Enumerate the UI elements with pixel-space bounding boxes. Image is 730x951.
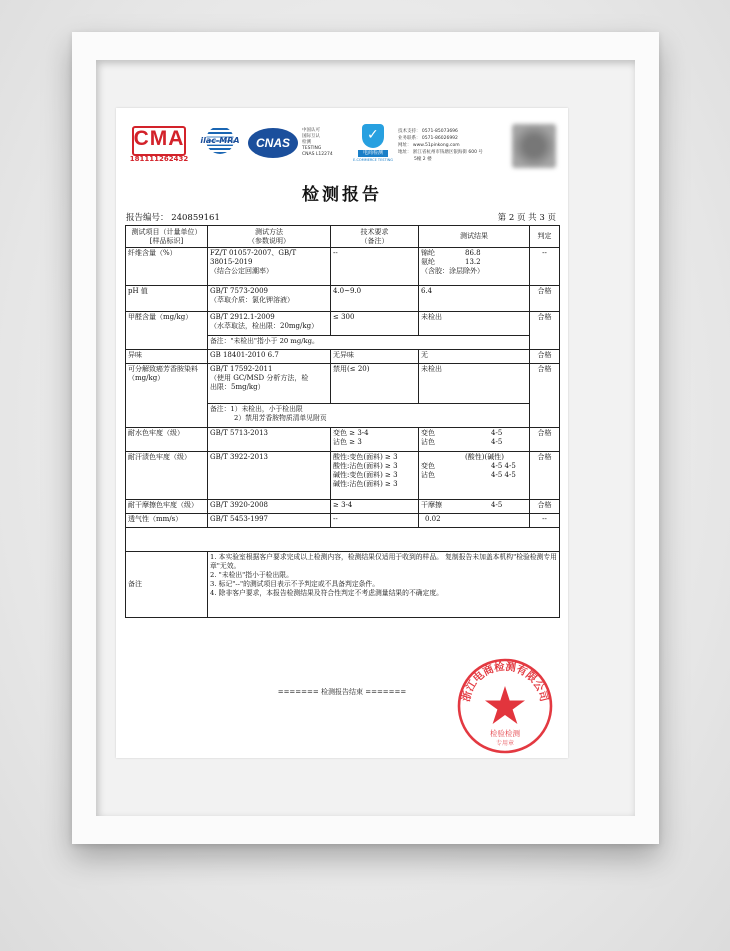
picture-frame [72, 32, 659, 844]
table-row: 纤维含量（%） FZ/T 01057-2007、GB/T 38015-2019 （结合公定回潮率） -- 锦纶 86.8 氨纶 13.2 （含胶：涂层除外） -- [126, 248, 560, 286]
header-logos [126, 124, 558, 164]
table-empty-row [126, 528, 560, 552]
cma-number: 181111262432 [129, 155, 189, 163]
table-row: 耐干摩擦色牢度（级） GB/T 3920-2008 ≥ 3-4 干摩擦 4-5 合格 [126, 500, 560, 514]
ilac-mra-logo: ilac-MRA [198, 126, 242, 160]
table-header-row [126, 226, 560, 248]
table-row: 耐水色牢度（级） GB/T 5713-2013 变色 ≥ 3-4 沾色 ≥ 3 变色 4-5 沾色 4-5 合格 [126, 428, 560, 452]
seal-bottom-text: 检验检测 [490, 729, 520, 738]
qr-code-icon [512, 124, 556, 168]
header-requirement: 技术要求 （备注） [331, 226, 419, 248]
table-row: 甲醛含量（mg/kg） GB/T 2912.1-2009 （水萃取法，检出限：20mg/kg） ≤ 300 未检出 合格 [126, 312, 560, 336]
cnas-info: 中国认可 国际互认 检测 TESTING CNAS L12274 [302, 128, 333, 157]
seal-bottom-text-2: 专用章 [495, 740, 515, 747]
results-table [125, 225, 559, 618]
report-number: 报告编号： 240859161 [126, 213, 220, 223]
table-row: 耐汗渍色牢度（级） GB/T 3922-2013 酸性:变色(面料) ≥ 3 酸性:沾色(面料) ≥ 3 碱性:变色(面料) ≥ 3 碱性:沾色(面料) ≥ 3 (酸性)(碱性) 变色 4-5 4-5 沾色 4-5 4-5 合格 [126, 452, 560, 500]
cnas-logo: CNAS [248, 128, 300, 160]
checkmark-icon: ✓ [367, 127, 379, 143]
star-icon [485, 686, 525, 724]
contact-info: 技术支持： 0571-85073696 业务联系： 0571-86026992 网址： www.51pinkong.com 地址： 浙江省杭州市钱塘区银海街 600 号 5幢 2 楼 [398, 129, 483, 162]
page-indicator: 第 2 页 共 3 页 [497, 213, 556, 223]
table-note-row: 备注："未检出"指小于 20 mg/kg。 [126, 336, 560, 350]
table-row: 可分解致癌芳香胺染料（mg/kg） GB/T 17592-2011 （使用 GC/MSD 分析方法，检 出限：5mg/kg） 禁用(≤ 20) 未检出 合格 [126, 364, 560, 404]
table-row: 异味 GB 18401-2010 6.7 无异味 无 合格 [126, 350, 560, 364]
official-seal [455, 656, 555, 756]
table-note-row: 备注：1）未检出，小于检出限 2）禁用芳香胺物质清单见附页 [126, 404, 560, 428]
report-title: 检测报告 [302, 185, 382, 205]
ecommerce-testing-logo: ✓ 电商检测 E-COMMERCE TESTING [352, 124, 392, 164]
table-row: 透气性（mm/s） GB/T 5453-1997 -- 0.02 -- [126, 514, 560, 528]
header-result: 测试结果 [419, 226, 530, 248]
remarks-row: 备注 1. 本实验室根据客户要求完成以上检测内容，检测结果仅适用于收到的样品。 复制报告未加盖本机构"检验检测专用章"无效。 2. "未检出"指小于检出限。 3. 标记"--"的测试项目表示不予判定或不具备判定条件。 4. 除非客户要求，本报告检测结果及符合性判定不考虑测量结果的不确定度。 [126, 552, 560, 618]
header-judge: 判定 [530, 226, 560, 248]
report-page [116, 108, 568, 758]
seal-ring-text: 浙江电商检测有限公司 [460, 660, 550, 703]
table-row: pH 值 GB/T 7573-2009 （萃取介质：氯化钾溶液） 4.0~9.0 6.4 合格 [126, 286, 560, 312]
cma-logo: CMA 181111262432 [129, 127, 189, 163]
header-method: 测试方法 （参数说明） [208, 226, 331, 248]
report-end-line: ======= 检测报告结束 ======= [277, 688, 407, 696]
header-item: 测试项目（计量单位） [样品标识] [126, 226, 208, 248]
